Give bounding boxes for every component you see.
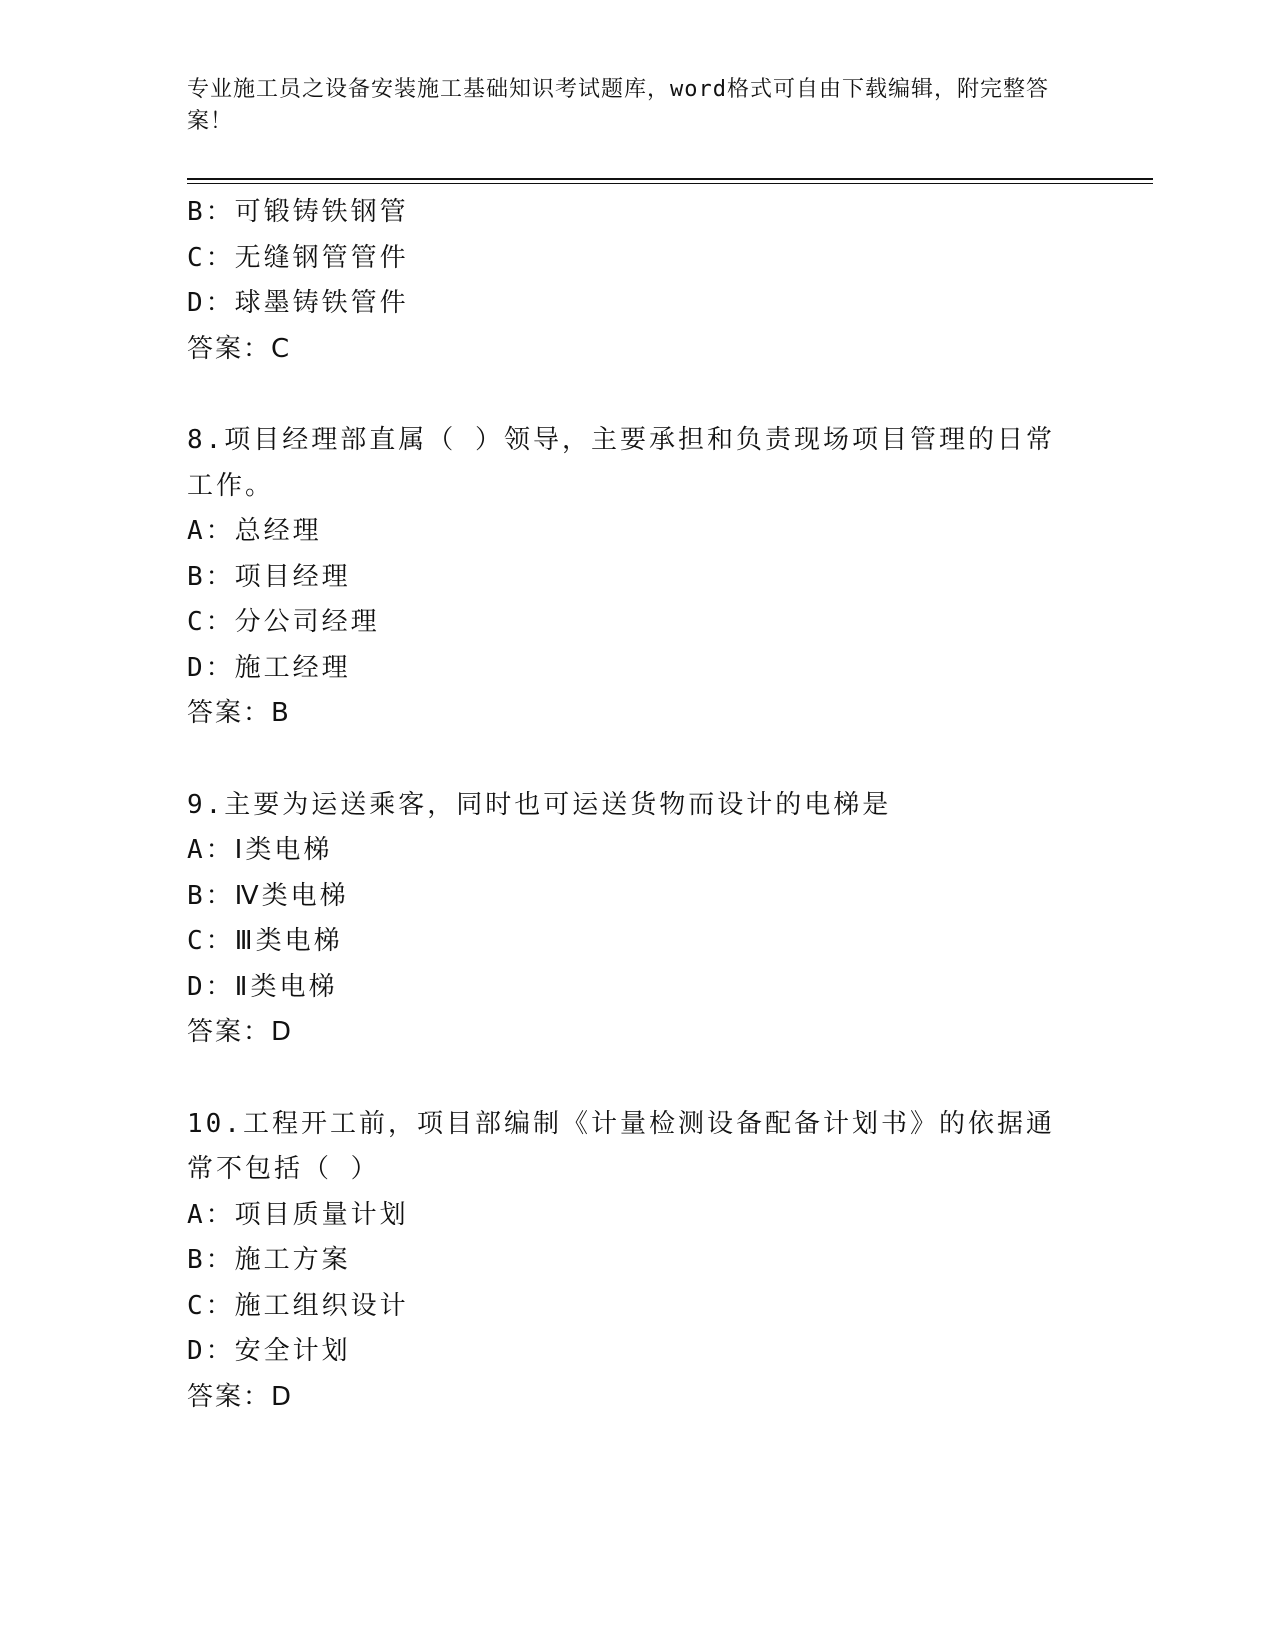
answer-line: 答案：C xyxy=(187,333,292,364)
option-b: B：项目经理 xyxy=(187,561,351,592)
option-c: C：分公司经理 xyxy=(187,607,380,637)
option-d: D：球墨铸铁管件 xyxy=(187,288,409,318)
option-d: D：安全计划 xyxy=(187,1336,351,1366)
option-d: D：施工经理 xyxy=(187,652,351,683)
answer-line: 答案：B xyxy=(187,698,291,728)
spacer xyxy=(187,737,1087,783)
header-rule-thin xyxy=(187,183,1153,184)
question-stem: 10.工程开工前，项目部编制《计量检测设备配备计划书》的依据通常不包括（ ） xyxy=(187,1108,1055,1184)
question-10 xyxy=(187,1102,1087,1421)
question-8 xyxy=(187,418,1087,737)
spacer xyxy=(187,1056,1087,1102)
option-a: A：Ⅰ类电梯 xyxy=(187,835,333,865)
option-a: A：总经理 xyxy=(187,516,322,546)
answer-line: 答案：D xyxy=(187,1381,294,1412)
answer-line: 答案：D xyxy=(187,1017,294,1047)
option-b: B：可锻铸铁钢管 xyxy=(187,197,409,227)
question-list xyxy=(187,190,1087,1420)
option-b: B：施工方案 xyxy=(187,1245,351,1275)
option-a: A：项目质量计划 xyxy=(187,1199,409,1230)
option-c: C：无缝钢管管件 xyxy=(187,242,409,273)
header-rule-thick xyxy=(187,178,1153,180)
question-stem: 8.项目经理部直属（ ）领导，主要承担和负责现场项目管理的日常工作。 xyxy=(187,425,1055,501)
option-c: C：Ⅲ类电梯 xyxy=(187,926,343,956)
option-b: B：Ⅳ类电梯 xyxy=(187,880,349,911)
spacer xyxy=(187,372,1087,418)
question-9 xyxy=(187,783,1087,1056)
question-stem: 9.主要为运送乘客，同时也可运送货物而设计的电梯是 xyxy=(187,789,892,820)
question-7-partial xyxy=(187,190,1087,372)
document-header-title: 专业施工员之设备安装施工基础知识考试题库，word格式可自由下载编辑，附完整答案！ xyxy=(187,77,1049,134)
option-c: C：施工组织设计 xyxy=(187,1290,409,1321)
option-d: D：Ⅱ类电梯 xyxy=(187,971,338,1002)
